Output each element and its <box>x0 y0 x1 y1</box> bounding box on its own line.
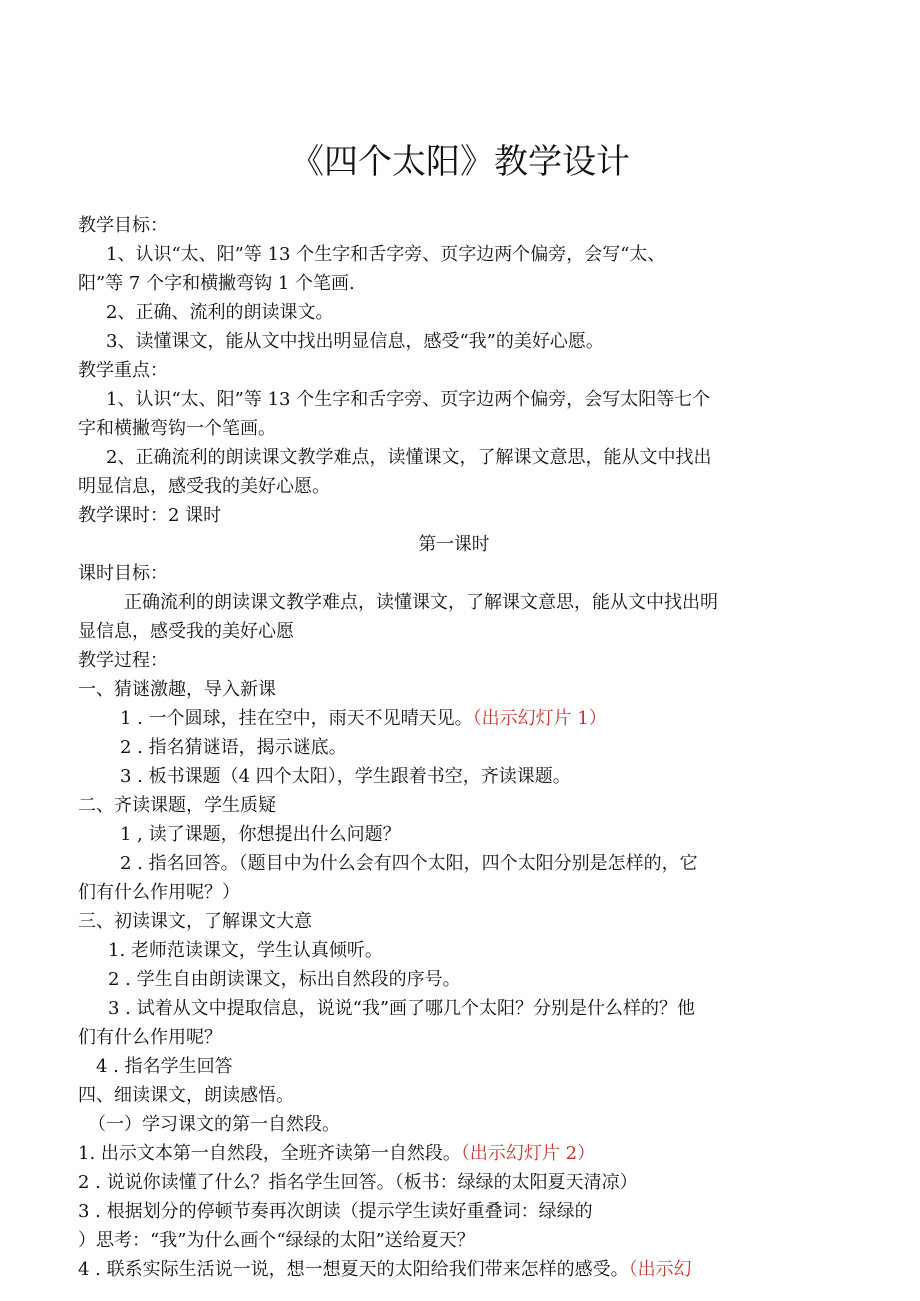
section-1-heading: 一、猜谜激趣，导入新课 <box>78 679 276 700</box>
goal-1-line-1: 1、认识“太、阳”等 13 个生字和舌字旁、页字边两个偏旁，会写“太、 <box>106 244 666 265</box>
section-3-heading: 三、初读课文，了解课文大意 <box>78 911 312 932</box>
section-3-item-1: 1. 老师范读课文，学生认真倾听。 <box>108 940 383 961</box>
section-2-heading: 二、齐读课题，学生质疑 <box>78 795 276 816</box>
section-3-item-4: 4 . 指名学生回答 <box>96 1056 233 1077</box>
goal-1-line-2: 阳”等 7 个字和横撇弯钩 1 个笔画. <box>78 273 355 294</box>
lesson-goal-heading: 课时目标： <box>78 563 168 584</box>
slide-note-1: （出示幻灯片 1） <box>472 708 607 729</box>
section-3-item-2: 2 . 学生自由朗读课文，标出自然段的序号。 <box>108 969 461 990</box>
lesson-goal-line-1: 正确流利的朗读课文教学难点，读懂课文，了解课文意思，能从文中找出明 <box>124 592 718 613</box>
section-4-item-2: 2 . 说说你读懂了什么？指名学生回答。（板书：绿绿的太阳夏天清凉） <box>78 1172 638 1193</box>
section-2-item-2-line-1: 2 . 指名回答。（题目中为什么会有四个太阳，四个太阳分别是怎样的，它 <box>120 853 698 874</box>
section-4-item-4-text: 4 . 联系实际生活说一说，想一想夏天的太阳给我们带来怎样的感受。 <box>78 1259 629 1280</box>
section-4-subheading-1: （一）学习课文的第一自然段。 <box>88 1114 340 1135</box>
goal-3: 3、读懂课文，能从文中找出明显信息，感受“我”的美好心愿。 <box>106 331 604 352</box>
section-1-item-2: 2 . 指名猜谜语，揭示谜底。 <box>120 737 347 758</box>
section-1-item-1-text: 1 . 一个圆球，挂在空中，雨天不见晴天见。 <box>120 708 473 729</box>
section-2-item-2-line-2: 们有什么作用呢？） <box>78 882 240 903</box>
slide-note-2: （出示幻灯片 2） <box>460 1143 596 1164</box>
key-1-line-1: 1、认识“太、阳”等 13 个生字和舌字旁、页字边两个偏旁，会写太阳等七个 <box>106 389 711 410</box>
key-2-line-1: 2、正确流利的朗读课文教学难点，读懂课文，了解课文意思，能从文中找出 <box>106 447 712 468</box>
process-heading: 教学过程： <box>78 650 168 671</box>
section-4-item-1-text: 1. 出示文本第一自然段，全班齐读第一自然段。 <box>78 1143 461 1164</box>
goals-heading: 教学目标： <box>78 215 168 236</box>
teaching-hours: 教学课时：2 课时 <box>78 505 222 526</box>
section-4-item-4 <box>78 1258 692 1282</box>
section-4-item-3-line-1: 3 . 根据划分的停顿节奏再次朗读（提示学生读好重叠词：绿绿的 <box>78 1201 593 1222</box>
section-1-item-3: 3 . 板书课题（4 四个太阳），学生跟着书空，齐读课题。 <box>120 766 571 787</box>
section-3-item-3-line-2: 们有什么作用呢？ <box>78 1027 222 1048</box>
key-1-line-2: 字和横撇弯钩一个笔画。 <box>78 418 276 439</box>
key-2-line-2: 明显信息，感受我的美好心愿。 <box>78 476 330 497</box>
goal-2: 2、正确、流利的朗读课文。 <box>106 302 334 323</box>
section-4-item-3-line-2: ）思考：“我”为什么画个“绿绿的太阳”送给夏天？ <box>78 1230 475 1251</box>
section-2-item-1: 1 , 读了课题，你想提出什么问题？ <box>120 824 401 845</box>
slide-note-3: （出示幻 <box>628 1259 692 1280</box>
section-1-item-1 <box>120 707 607 731</box>
key-heading: 教学重点： <box>78 360 168 381</box>
section-4-heading: 四、细读课文，朗读感悟。 <box>78 1085 294 1106</box>
lesson-heading: 第一课时 <box>418 534 490 555</box>
section-4-item-1 <box>78 1142 595 1166</box>
document-title: 《四个太阳》教学设计 <box>290 142 630 182</box>
lesson-goal-line-2: 显信息，感受我的美好心愿 <box>78 621 294 642</box>
section-3-item-3-line-1: 3 . 试着从文中提取信息，说说“我”画了哪几个太阳？分别是什么样的？他 <box>108 998 696 1019</box>
